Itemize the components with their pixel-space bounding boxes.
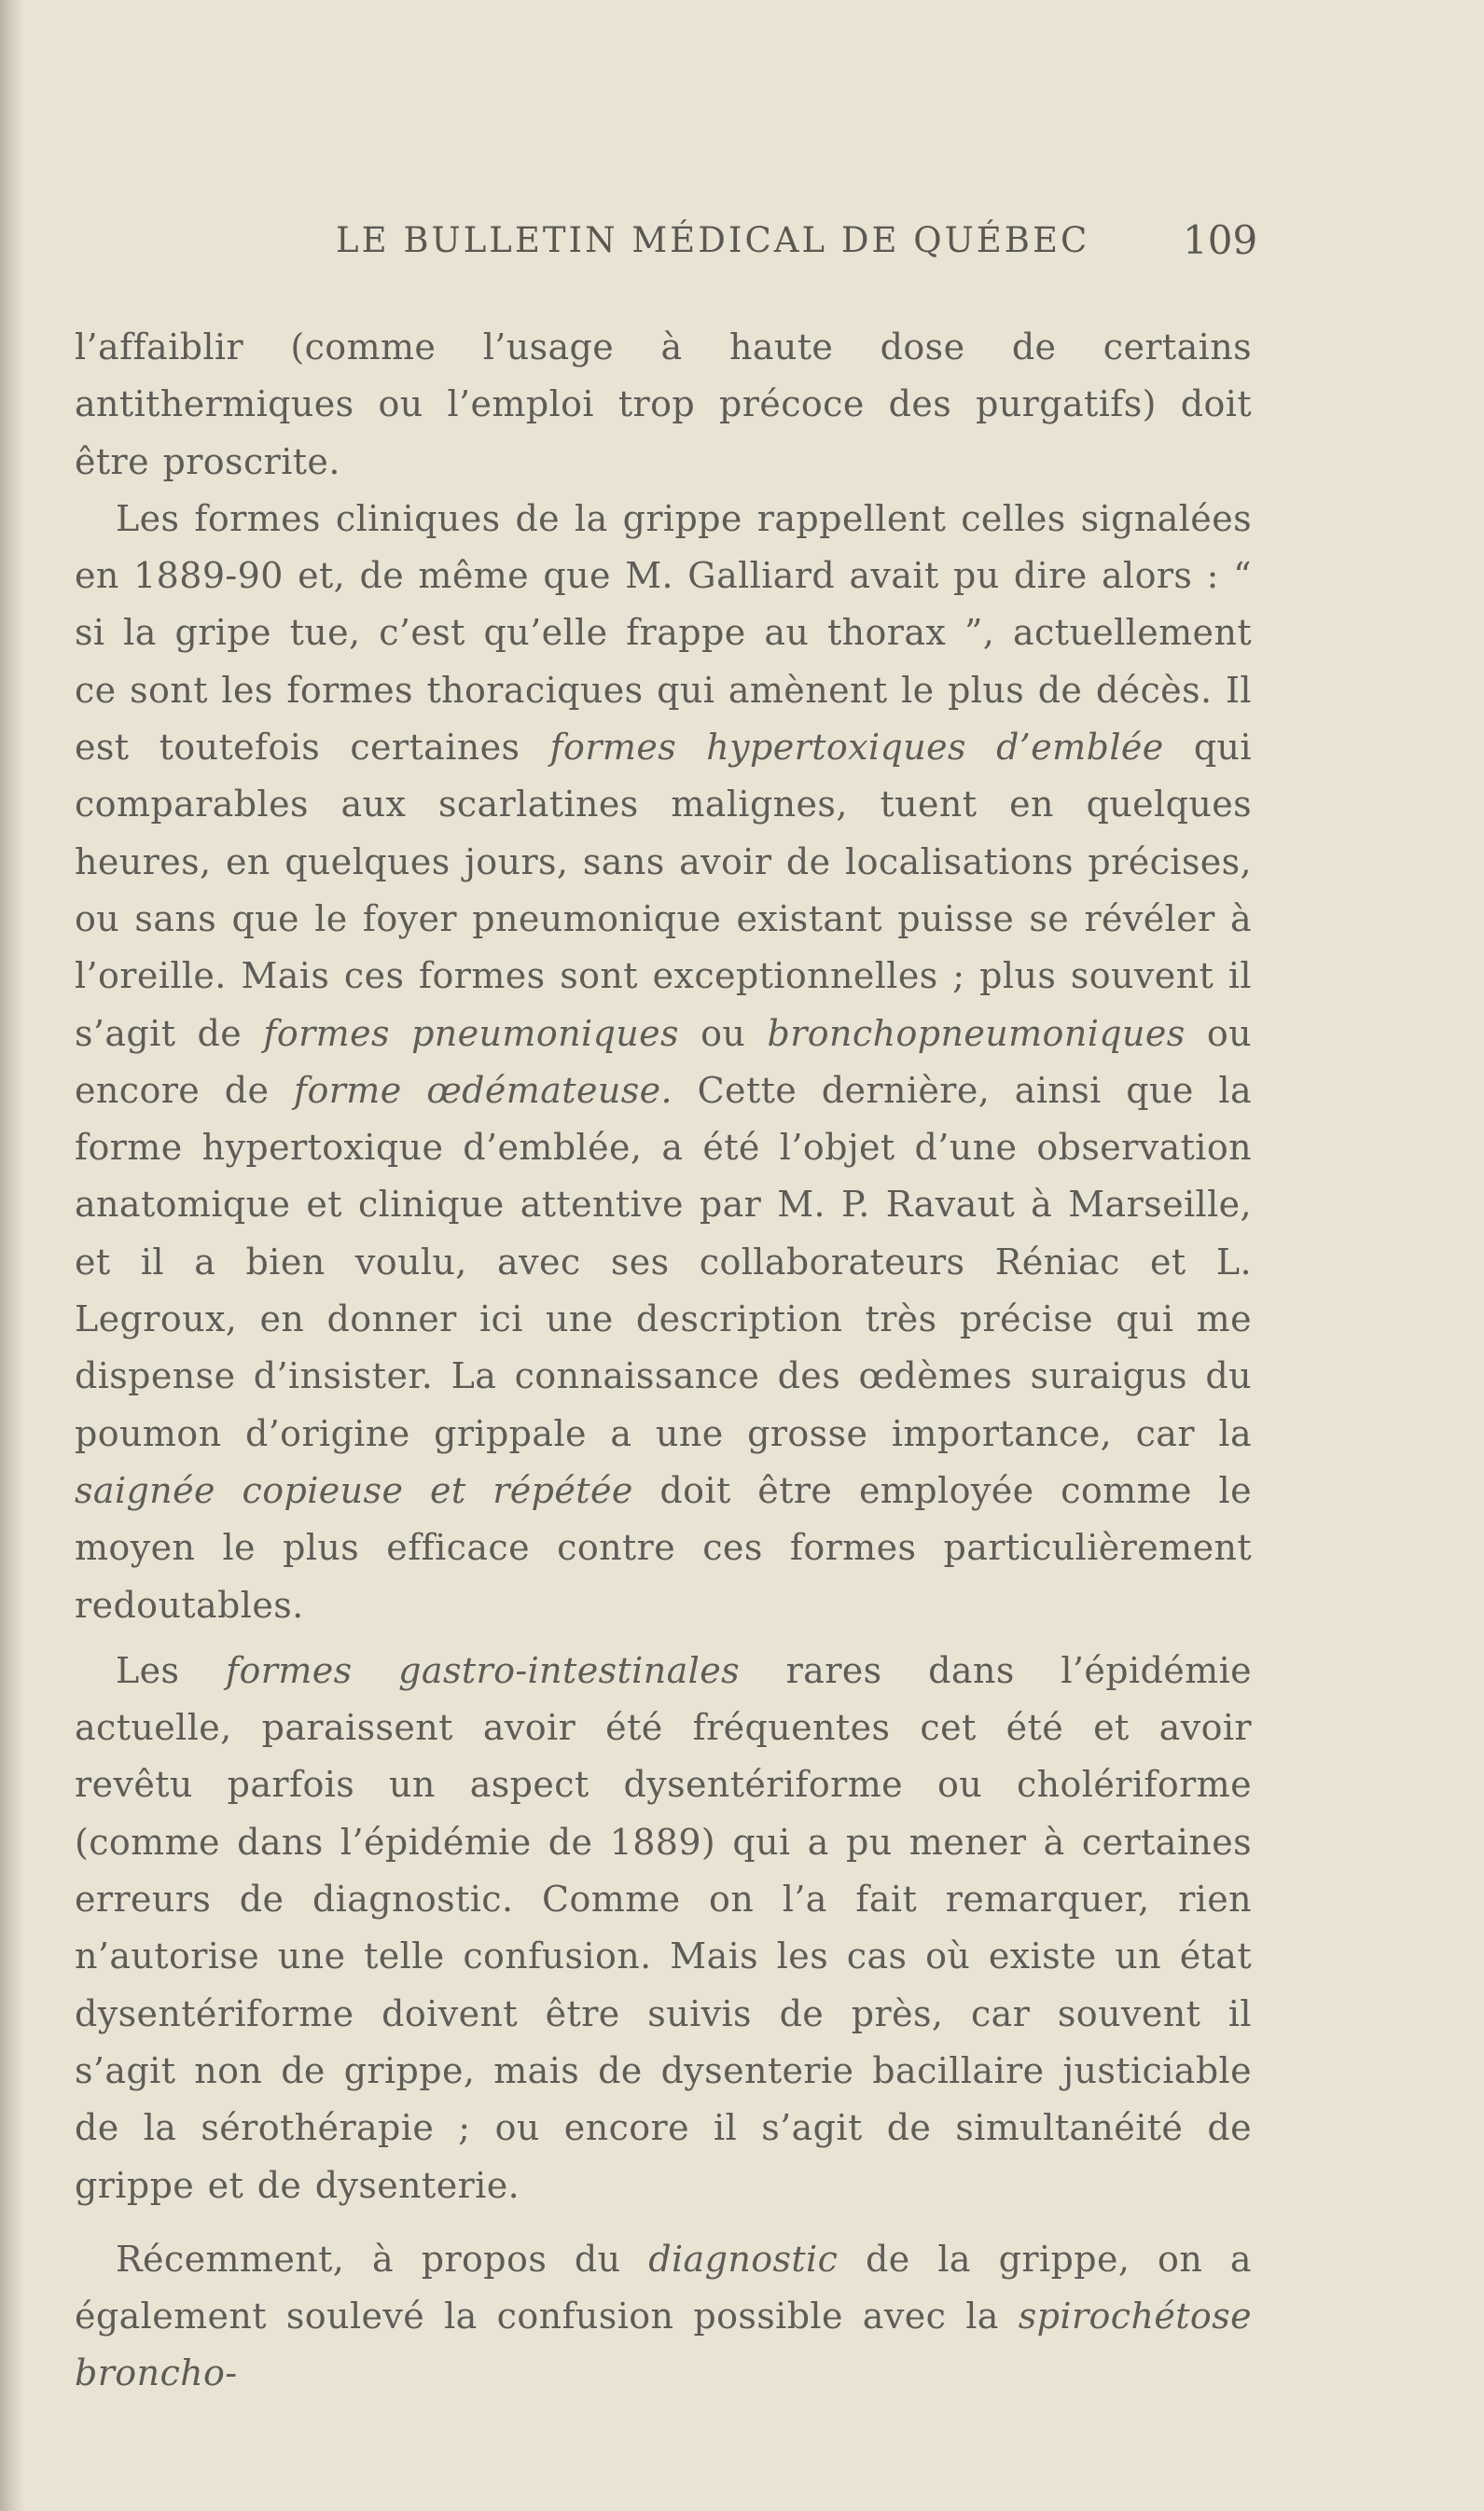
paragraph [75,491,1252,1634]
running-title: LE BULLETIN MÉDICAL DE QUÉBEC [336,220,1090,260]
paragraph [75,2231,1252,2403]
text-segment: l’affaiblir (comme l’usage à haute dose de certains antithermiques ou l’emploi trop précoce des purgatifs) doit être proscrite. [75,326,1252,482]
paragraph [75,319,1252,491]
italic-term: formes pneumoniques [263,1012,679,1054]
text-segment: Cette dernière, ainsi que la forme hypertoxique d’emblée, a été l’objet d’une observation anatomique et clinique attentive par M. P. Ravaut à Marseille, et il a bien voulu, avec ses collaborateurs Réniac et L. Legroux, en donner ici une description très précise qui me dispense d’insister. La connaissance des œdèmes suraigus du poumon d’origine grippale a une grosse importance, car la [75,1069,1252,1454]
paragraph [75,1643,1252,2214]
italic-term: formes gastro-intestinales [226,1649,740,1691]
text-segment: doit être employée comme le moyen le plus efficace contre ces formes particulièrement redoutables. [75,1469,1252,1626]
text-segment: qui comparables aux scarlatines malignes, tuent en quelques heures, en quelques jours, sans avoir de localisations précises, ou sans que le foyer pneumonique existant puisse se révéler à l’oreille. Mais ces formes sont exceptionnelles ; plus souvent il s’agit de [75,727,1252,1054]
italic-term: bronchopneumoniques [767,1012,1186,1054]
text-segment: de la grippe, on a également soulevé la confusion possible avec la [75,2238,1252,2338]
text-segment: ou [678,1012,768,1054]
running-head [0,213,1484,269]
italic-term: formes hypertoxiques d’emblée [549,727,1164,769]
text-segment: Récemment, à propos du [116,2238,649,2280]
text-segment: Les [116,1649,227,1691]
italic-term: saignée copieuse et répétée [75,1469,633,1511]
text-segment: rares dans l’épidémie actuelle, paraissent avoir été fréquentes cet été et avoir revêtu parfois un aspect dysentériforme ou cholériforme (comme dans l’épidémie de 1889) qui a pu mener à certaines erreurs de diagnostic. Comme on l’a fait remarquer, rien n’autorise une telle confusion. Mais les cas où existe un état dysentériforme doivent être suivis de près, car souvent il s’agit non de grippe, mais de dysenterie bacillaire justiciable de la sérothérapie ; ou encore il s’agit de simultanéité de grippe et de dysenterie. [75,1649,1253,2206]
body-text [75,319,1252,2403]
italic-term: diagnostic [648,2238,839,2280]
text-segment: Les formes cliniques de la grippe rappellent celles signalées en 1889-90 et, de même que M. Galliard avait pu dire alors : “ si la gripe tue, c’est qu’elle frappe au thorax ”, actuellement ce sont les formes thoraciques qui amènent le plus de décès. Il est toutefois certaines [75,497,1252,769]
italic-term: spirochétose broncho- [75,2296,1252,2394]
italic-term: forme œdémateuse. [293,1069,673,1111]
text-segment: ou encore de [75,1012,1252,1111]
page-number: 109 [1183,217,1258,263]
